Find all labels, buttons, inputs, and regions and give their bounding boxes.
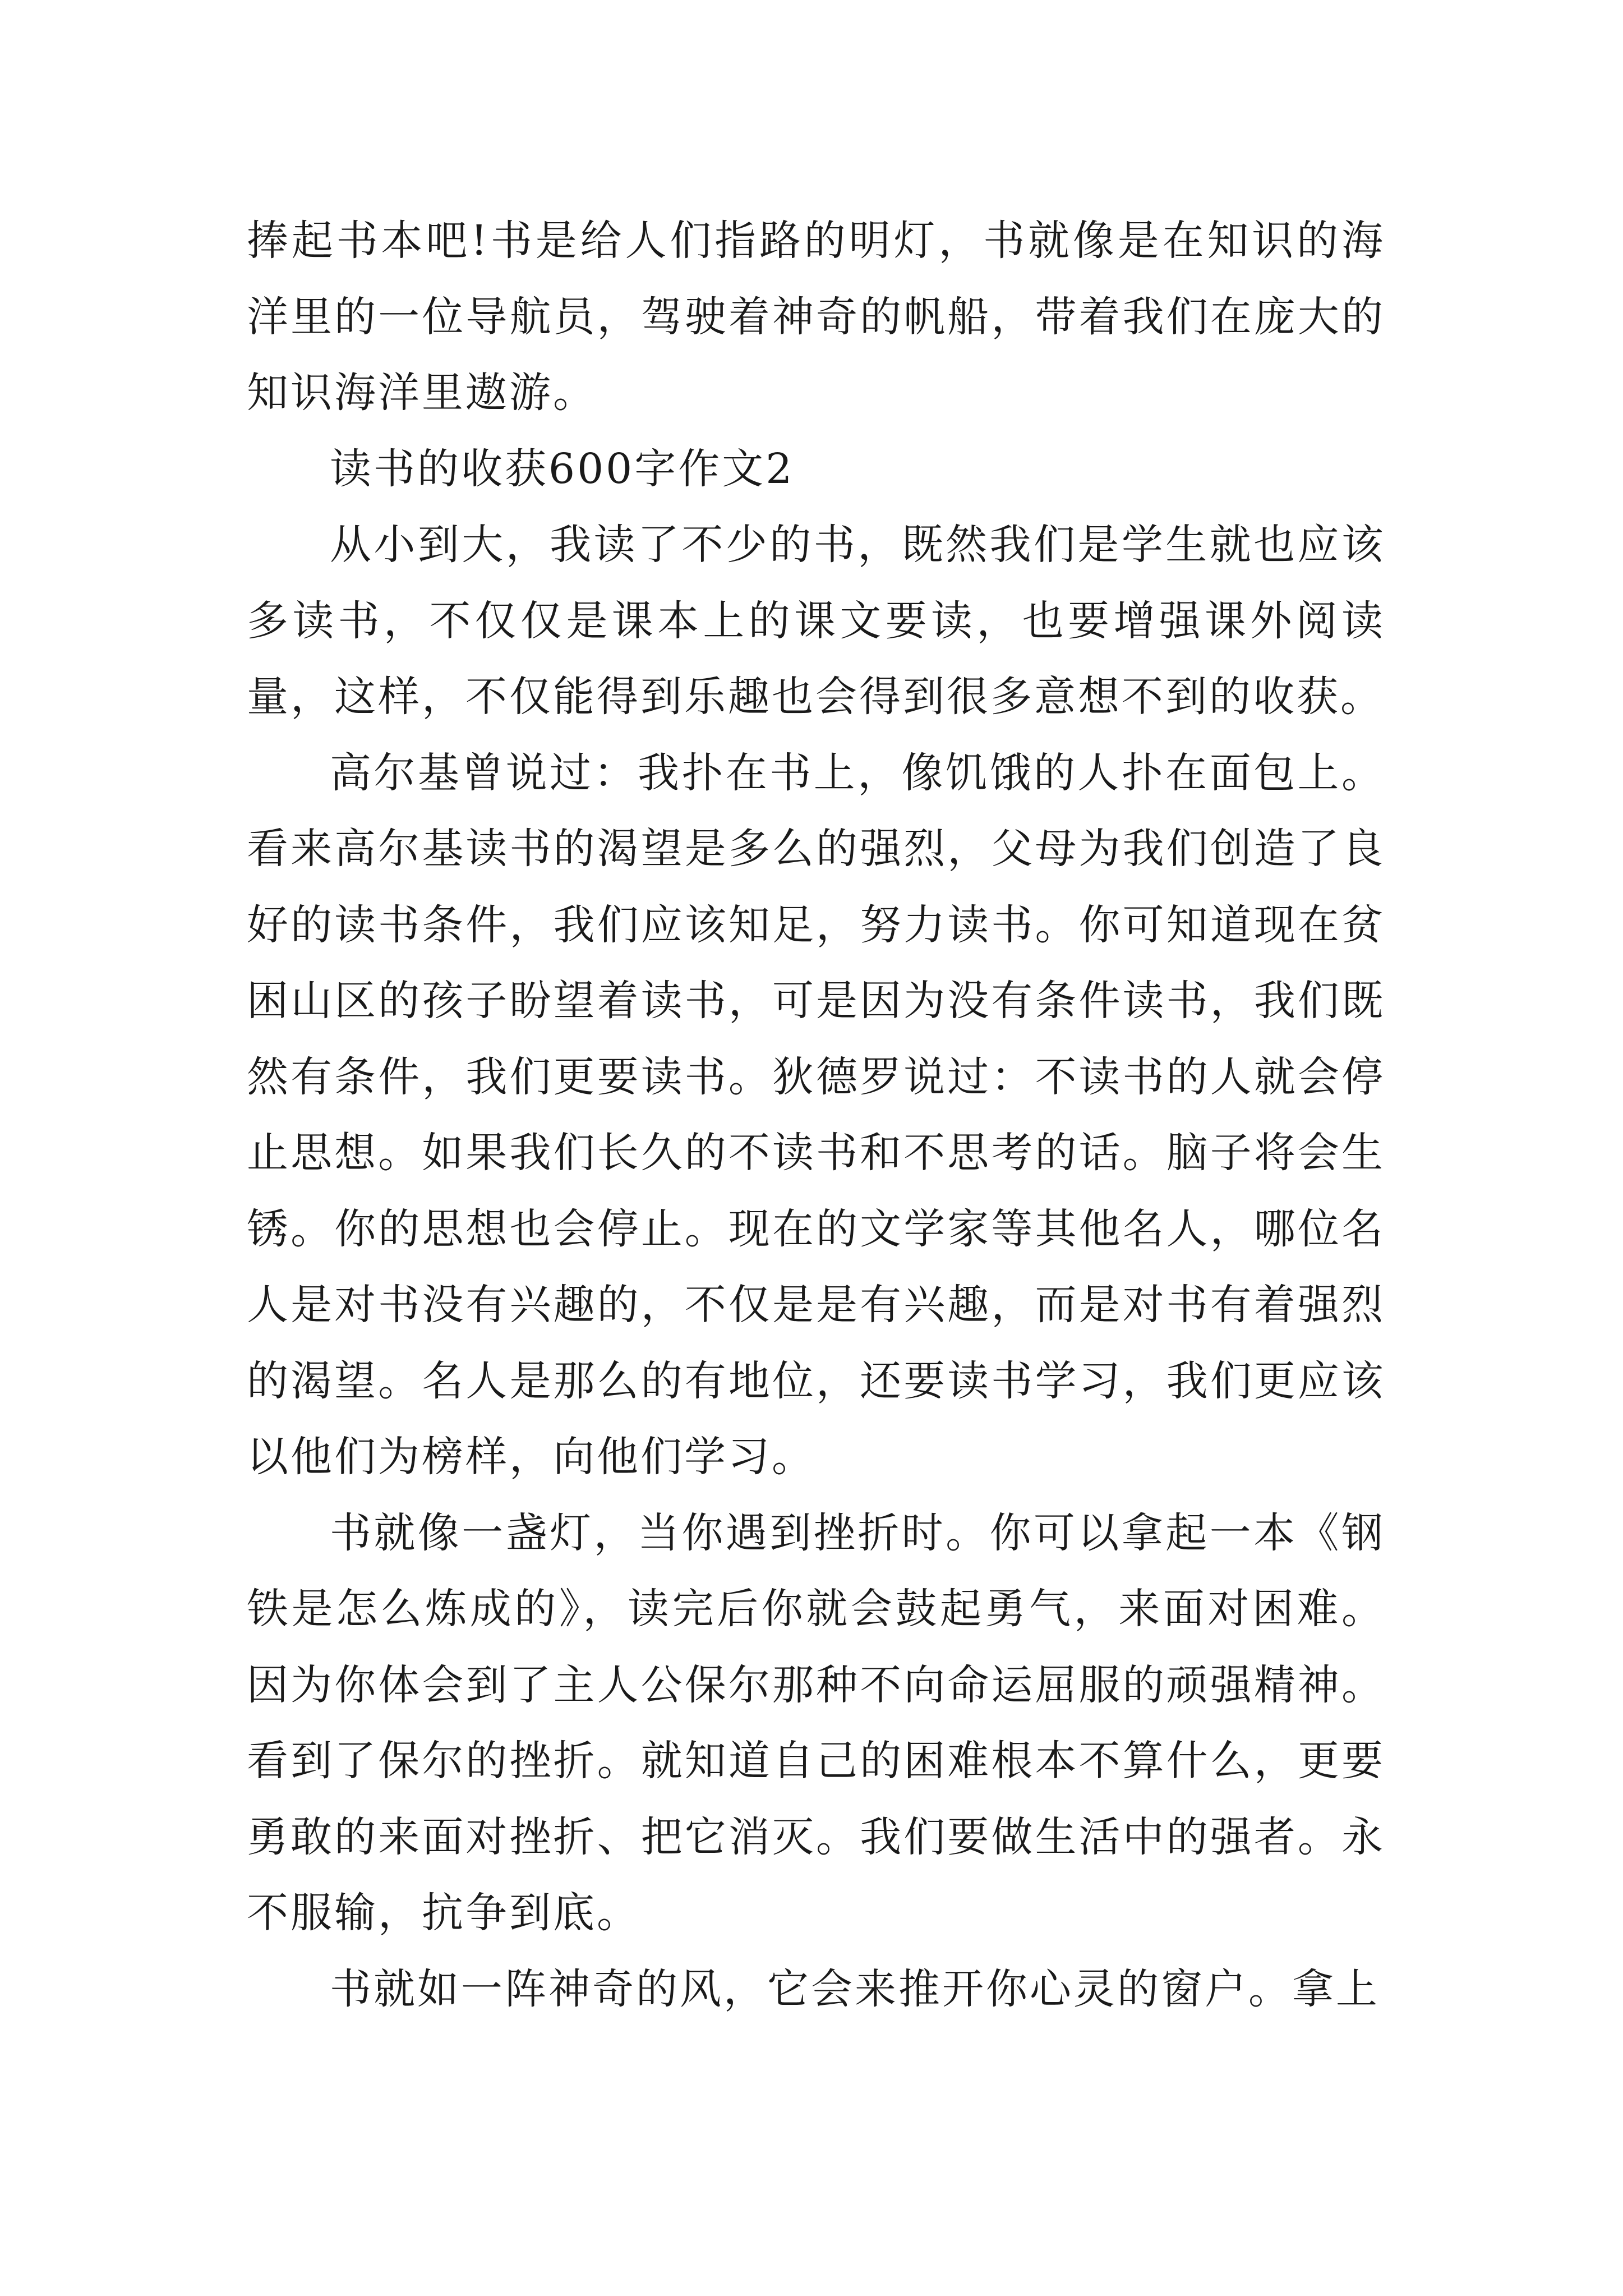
- section-heading: 读书的收获600字作文2: [330, 444, 795, 493]
- document-body: [247, 203, 1385, 2027]
- paragraph-3: 书就像一盏灯，当你遇到挫折时。你可以拿起一本《钢铁是怎么炼成的》，读完后你就会鼓起勇气，来面对困难。因为你体会到了主人公保尔那种不向命运屈服的顽强精神。看到了保尔的挫折。就知道自己的困难根本不算什么，更要勇敢的来面对挫折、把它消灭。我们要做生活中的强者。永不服输，抗争到底。: [247, 1508, 1385, 1937]
- paragraph-2: 高尔基曾说过：我扑在书上，像饥饿的人扑在面包上。看来高尔基读书的渴望是多么的强烈，父母为我们创造了良好的读书条件，我们应该知足，努力读书。你可知道现在贫困山区的孩子盼望着读书，可是因为没有条件读书，我们既然有条件，我们更要读书。狄德罗说过：不读书的人就会停止思想。如果我们长久的不读书和不思考的话。脑子将会生锈。你的思想也会停止。现在的文学家等其他名人，哪位名人是对书没有兴趣的，不仅是是有兴趣，而是对书有着强烈的渴望。名人是那么的有地位，还要读书学习，我们更应该以他们为榜样，向他们学习。: [247, 748, 1385, 1481]
- paragraph-continued: 捧起书本吧!书是给人们指路的明灯，书就像是在知识的海洋里的一位导航员，驾驶着神奇的帆船，带着我们在庞大的知识海洋里遨游。: [247, 217, 1385, 417]
- paragraph-1: 从小到大，我读了不少的书，既然我们是学生就也应该多读书，不仅仅是课本上的课文要读，也要增强课外阅读量，这样，不仅能得到乐趣也会得到很多意想不到的收获。: [247, 521, 1385, 721]
- paragraph-4: 书就如一阵神奇的风，它会来推开你心灵的窗户。拿上: [330, 1964, 1380, 2013]
